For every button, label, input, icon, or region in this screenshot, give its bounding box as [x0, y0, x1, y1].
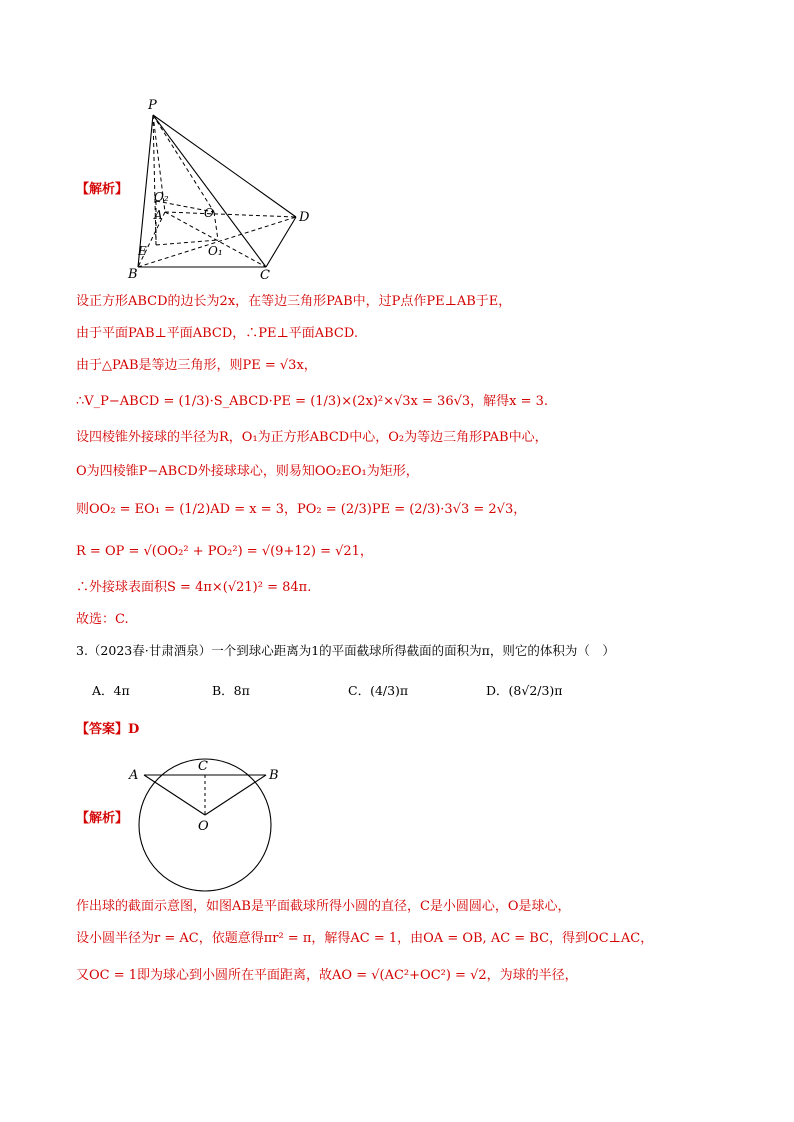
- sol2-line-3: 又OC = 1即为球心到小圆所在平面距离，故AO = √(AC²+OC²) = √2，为球的半径，: [76, 968, 578, 983]
- question-3-stem: 3.（2023春·甘肃酒泉）一个到球心距离为1的平面截球所得截面的面积为π，则它的体积为（ ）: [76, 643, 615, 658]
- label-D: D: [299, 210, 310, 225]
- sol2-line-2: 设小圆半径为r = AC，依题意得πr² = π，解得AC = 1，由OA = OB, AC = BC，得到OC⊥AC，: [76, 931, 654, 946]
- sol1-line-2: 由于平面PAB⊥平面ABCD，∴PE⊥平面ABCD.: [76, 326, 358, 341]
- pyramid-figure: [120, 95, 320, 285]
- label-A: A: [154, 208, 163, 222]
- jiexi-tag-1: 【解析】: [76, 182, 129, 197]
- sol1-line-7: 则OO₂ = EO₁ = (1/2)AD = x = 3，PO₂ = (2/3)PE = (2/3)·3√3 = 2√3，: [76, 502, 527, 517]
- label-P: P: [148, 98, 157, 113]
- label-B2: B: [269, 768, 279, 783]
- option-b: B．8π: [212, 683, 250, 698]
- sol1-line-3: 由于△PAB是等边三角形，则PE = √3x，: [76, 358, 317, 373]
- option-d: D．(8√2/3)π: [486, 683, 563, 698]
- sol1-line-6: O为四棱锥P−ABCD外接球球心，则易知OO₂EO₁为矩形，: [76, 464, 419, 479]
- label-E: E: [138, 244, 147, 258]
- label-A2: A: [129, 768, 139, 783]
- option-a: A．4π: [92, 683, 130, 698]
- label-B: B: [128, 267, 138, 282]
- label-O: O: [204, 206, 214, 220]
- option-c: C．(4/3)π: [348, 683, 409, 698]
- sol1-line-4: ∴V_P−ABCD = (1/3)·S_ABCD·PE = (1/3)×(2x)²×√3x = 36√3，解得x = 3.: [76, 394, 549, 409]
- label-C: C: [260, 268, 270, 283]
- label-C2: C: [198, 759, 208, 774]
- circle-figure: [120, 755, 290, 895]
- label-O2: O₂: [154, 190, 169, 204]
- sol2-line-1: 作出球的截面示意图，如图AB是平面截球所得小圆的直径，C是小圆圆心，O是球心，: [76, 899, 571, 914]
- label-O-2: O: [198, 819, 209, 834]
- label-O1: O₁: [208, 244, 223, 258]
- sol1-line-10: 故选：C.: [76, 612, 129, 627]
- sol1-line-5: 设四棱锥外接球的半径为R，O₁为正方形ABCD中心，O₂为等边三角形PAB中心，: [76, 430, 548, 445]
- answer-tag: 【答案】D: [76, 722, 140, 737]
- sol1-line-9: ∴外接球表面积S = 4π×(√21)² = 84π.: [76, 580, 312, 595]
- sol1-line-1: 设正方形ABCD的边长为2x，在等边三角形PAB中，过P点作PE⊥AB于E，: [76, 294, 512, 309]
- jiexi-tag-2: 【解析】: [76, 811, 129, 826]
- sol1-line-8: R = OP = √(OO₂² + PO₂²) = √(9+12) = √21，: [76, 544, 373, 559]
